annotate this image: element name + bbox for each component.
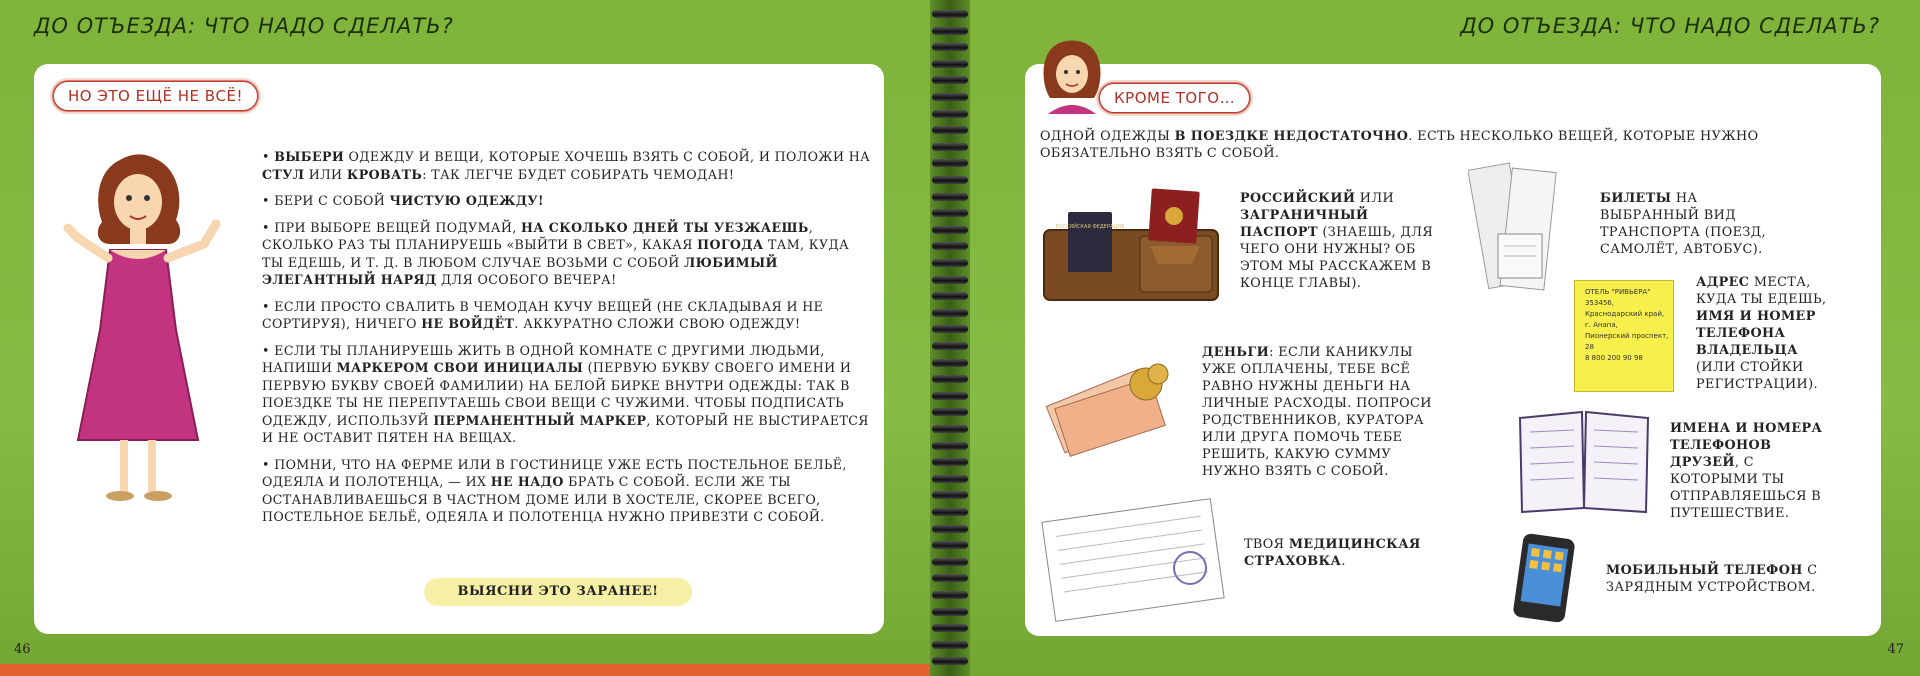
spiral-coil <box>932 541 968 549</box>
spiral-coil <box>932 574 968 582</box>
spiral-coil <box>932 193 968 201</box>
page-number-right: 47 <box>1887 642 1904 657</box>
spiral-coil <box>932 259 968 267</box>
tip-item: • ВЫБЕРИ ОДЕЖДУ И ВЕЩИ, КОТОРЫЕ ХОЧЕШЬ ВЗЯТЬ С СОБОЙ, И ПОЛОЖИ НА СТУЛ ИЛИ КРОВАТЬ: ТАК ЛЕГЧЕ БУДЕТ СОБИРАТЬ ЧЕМОДАН! <box>262 149 871 182</box>
tip-item: • БЕРИ С СОБОЙ ЧИСТУЮ ОДЕЖДУ! <box>262 193 544 208</box>
insurance-text: ТВОЯ МЕДИЦИНСКАЯ СТРАХОВКА. <box>1244 537 1421 569</box>
spiral-coil <box>932 525 968 533</box>
spiral-coil <box>932 408 968 416</box>
address-text: АДРЕС МЕСТА, КУДА ТЫ ЕДЕШЬ, ИМЯ И НОМЕР ТЕЛЕФОНА ВЛАДЕЛЬЦА (ИЛИ СТОЙКИ РЕГИСТРАЦИИ). <box>1696 275 1827 392</box>
spiral-coil <box>932 159 968 167</box>
tickets-text: БИЛЕТЫ НА ВЫБРАННЫЙ ВИД ТРАНСПОРТА (ПОЕЗД, САМОЛЁТ, АВТОБУС). <box>1600 191 1766 257</box>
spiral-coil <box>932 392 968 400</box>
tip-item: • ПОМНИ, ЧТО НА ФЕРМЕ ИЛИ В ГОСТИНИЦЕ УЖЕ ЕСТЬ ПОСТЕЛЬНОЕ БЕЛЬЁ, ОДЕЯЛА И ПОЛОТЕНЦА, — ИХ НЕ НАДО БРАТЬ С СОБОЙ. ЕСЛИ ЖЕ ТЫ ОСТАНАВЛИВАЕШЬСЯ В ЧАСТНОМ ДОМЕ ИЛИ В ХОСТЕЛЕ, СКОРЕЕ ВСЕГО, ПОСТЕЛЬНОЕ БЕЛЬЁ, ОДЕЯЛА И ПОЛОТЕНЦА НУЖНО ПРИВЕЗТИ С СОБОЙ. <box>262 456 847 524</box>
spiral-coil <box>932 76 968 84</box>
address-book-illustration <box>1514 408 1654 514</box>
tip-item: • ЕСЛИ ПРОСТО СВАЛИТЬ В ЧЕМОДАН КУЧУ ВЕЩЕЙ (НЕ СКЛАДЫВАЯ И НЕ СОРТИРУЯ), НИЧЕГО НЕ ВОЙДЁТ. АККУРАТНО СЛОЖИ СВОЮ ОДЕЖДУ! <box>262 298 824 331</box>
tip-item: • ПРИ ВЫБОРЕ ВЕЩЕЙ ПОДУМАЙ, НА СКОЛЬКО ДНЕЙ ТЫ УЕЗЖАЕШЬ, СКОЛЬКО РАЗ ТЫ ПЛАНИРУЕШЬ «ВЫЙТИ В СВЕТ», КАКАЯ ПОГОДА ТАМ, КУДА ТЫ ЕДЕШЬ, И Т. Д. В ЛЮБОМ СЛУЧАЕ ВОЗЬМИ С СОБОЙ ЛЮБИМЫЙ ЭЛЕГАНТНЫЙ НАРЯД ДЛЯ ОСОБОГО ВЕЧЕРА! <box>262 219 850 287</box>
spiral-coil <box>932 657 968 665</box>
spiral-coil <box>932 309 968 317</box>
spiral-coil <box>932 342 968 350</box>
right-page-header: ДО ОТЪЕЗДА: ЧТО НАДО СДЕЛАТЬ? <box>1460 14 1880 38</box>
money-text: ДЕНЬГИ: ЕСЛИ КАНИКУЛЫ УЖЕ ОПЛАЧЕНЫ, ТЕБЕ ВСЁ РАВНО НУЖНЫ ДЕНЬГИ НА ЛИЧНЫЕ РАСХОДЫ. ПОПРОСИ РОДСТВЕННИКОВ, КУРАТОРА ИЛИ ДРУГА ПОМОЧЬ ТЕБЕ РЕШИТЬ, КАКУЮ СУММУ НУЖНО ВЗЯТЬ С СОБОЙ. <box>1202 345 1432 479</box>
spiral-coil <box>932 325 968 333</box>
spiral-coil <box>932 43 968 51</box>
spiral-coil <box>932 591 968 599</box>
spiral-coil <box>932 292 968 300</box>
spiral-coil <box>932 10 968 18</box>
spiral-coil <box>932 608 968 616</box>
money-illustration <box>1042 362 1182 464</box>
spiral-coil <box>932 624 968 632</box>
spiral-coil <box>932 425 968 433</box>
tips-list <box>262 148 872 535</box>
also-badge: КРОМЕ ТОГО… <box>1098 82 1251 114</box>
address-card-illustration: ОТЕЛЬ "РИВЬЕРА" 353456, Краснодарский край, г. Анапа, Пионерский проспект, 28 8 800 200 90 98 <box>1574 280 1674 392</box>
spiral-coil <box>932 110 968 118</box>
page-number-left: 46 <box>14 642 31 657</box>
spiral-coil <box>932 475 968 483</box>
spiral-coil <box>932 359 968 367</box>
spiral-coil <box>932 126 968 134</box>
spiral-coil <box>932 458 968 466</box>
left-page-header: ДО ОТЪЕЗДА: ЧТО НАДО СДЕЛАТЬ? <box>34 14 454 38</box>
spiral-coil <box>932 375 968 383</box>
friends-text: ИМЕНА И НОМЕРА ТЕЛЕФОНОВ ДРУЗЕЙ, С КОТОРЫМИ ТЫ ОТПРАВЛЯЕШЬСЯ В ПУТЕШЕСТВИЕ. <box>1670 421 1823 521</box>
tip-item: • ЕСЛИ ТЫ ПЛАНИРУЕШЬ ЖИТЬ В ОДНОЙ КОМНАТЕ С ДРУГИМИ ЛЮДЬМИ, НАПИШИ МАРКЕРОМ СВОИ ИНИЦИАЛЫ (ПЕРВУЮ БУКВУ СВОЕГО ИМЕНИ И ПЕРВУЮ БУКВУ СВОЕЙ ФАМИЛИИ) НА БЕЛОЙ БИРКЕ ВНУТРИ ОДЕЖДЫ: ТАК В ПОЕЗДКЕ ТЫ НЕ ПЕРЕПУТАЕШЬ СВОИ ВЕЩИ С ЧУЖИМИ. ЧТОБЫ ПОДПИСАТЬ ОДЕЖДУ, ИСПОЛЬЗУЙ ПЕРМАНЕНТНЫЙ МАРКЕР, КОТОРЫЙ НЕ ВЫСТИРАЕТСЯ И НЕ ОСТАВИТ ПЯТЕН НА ВЕЩАХ. <box>262 342 869 445</box>
spiral-coil <box>932 27 968 35</box>
insurance-policy-illustration <box>1040 490 1230 630</box>
spiral-coil <box>932 276 968 284</box>
spiral-coil <box>932 491 968 499</box>
spiral-coil <box>932 641 968 649</box>
but-thats-not-all-badge: НО ЭТО ЕЩЁ НЕ ВСЁ! <box>52 80 259 112</box>
spiral-coil <box>932 558 968 566</box>
passport-text: РОССИЙСКИЙ ИЛИ ЗАГРАНИЧНЫЙ ПАСПОРТ (ЗНАЕШЬ, ДЛЯ ЧЕГО ОНИ НУЖНЫ? ОБ ЭТОМ МЫ РАССКАЖЕМ В КОНЦЕ ГЛАВЫ). <box>1240 191 1434 291</box>
passport-cover-text: РОССИЙСКАЯ ФЕДЕРАЦИЯ <box>1055 224 1125 230</box>
intro-text: ОДНОЙ ОДЕЖДЫ В ПОЕЗДКЕ НЕДОСТАТОЧНО. ЕСТЬ НЕСКОЛЬКО ВЕЩЕЙ, КОТОРЫЕ НУЖНО ОБЯЗАТЕЛЬНО ВЗЯТЬ С СОБОЙ. <box>1040 129 1759 161</box>
tickets-illustration <box>1468 160 1578 300</box>
spiral-coil <box>932 143 968 151</box>
spiral-coil <box>932 93 968 101</box>
mobile-phone-illustration <box>1510 532 1580 624</box>
spiral-coil <box>932 60 968 68</box>
spiral-coil <box>932 442 968 450</box>
bottom-orange-strip <box>0 664 940 676</box>
spiral-coil <box>932 209 968 217</box>
girl-illustration <box>58 140 238 520</box>
spiral-coil <box>932 242 968 250</box>
spiral-coil <box>932 508 968 516</box>
wallet-passport-illustration <box>1040 186 1222 306</box>
find-out-in-advance-note: ВЫЯСНИ ЭТО ЗАРАНЕЕ! <box>424 578 692 606</box>
spiral-coil <box>932 226 968 234</box>
phone-text: МОБИЛЬНЫЙ ТЕЛЕФОН С ЗАРЯДНЫМ УСТРОЙСТВОМ. <box>1606 563 1818 595</box>
spiral-coil <box>932 176 968 184</box>
